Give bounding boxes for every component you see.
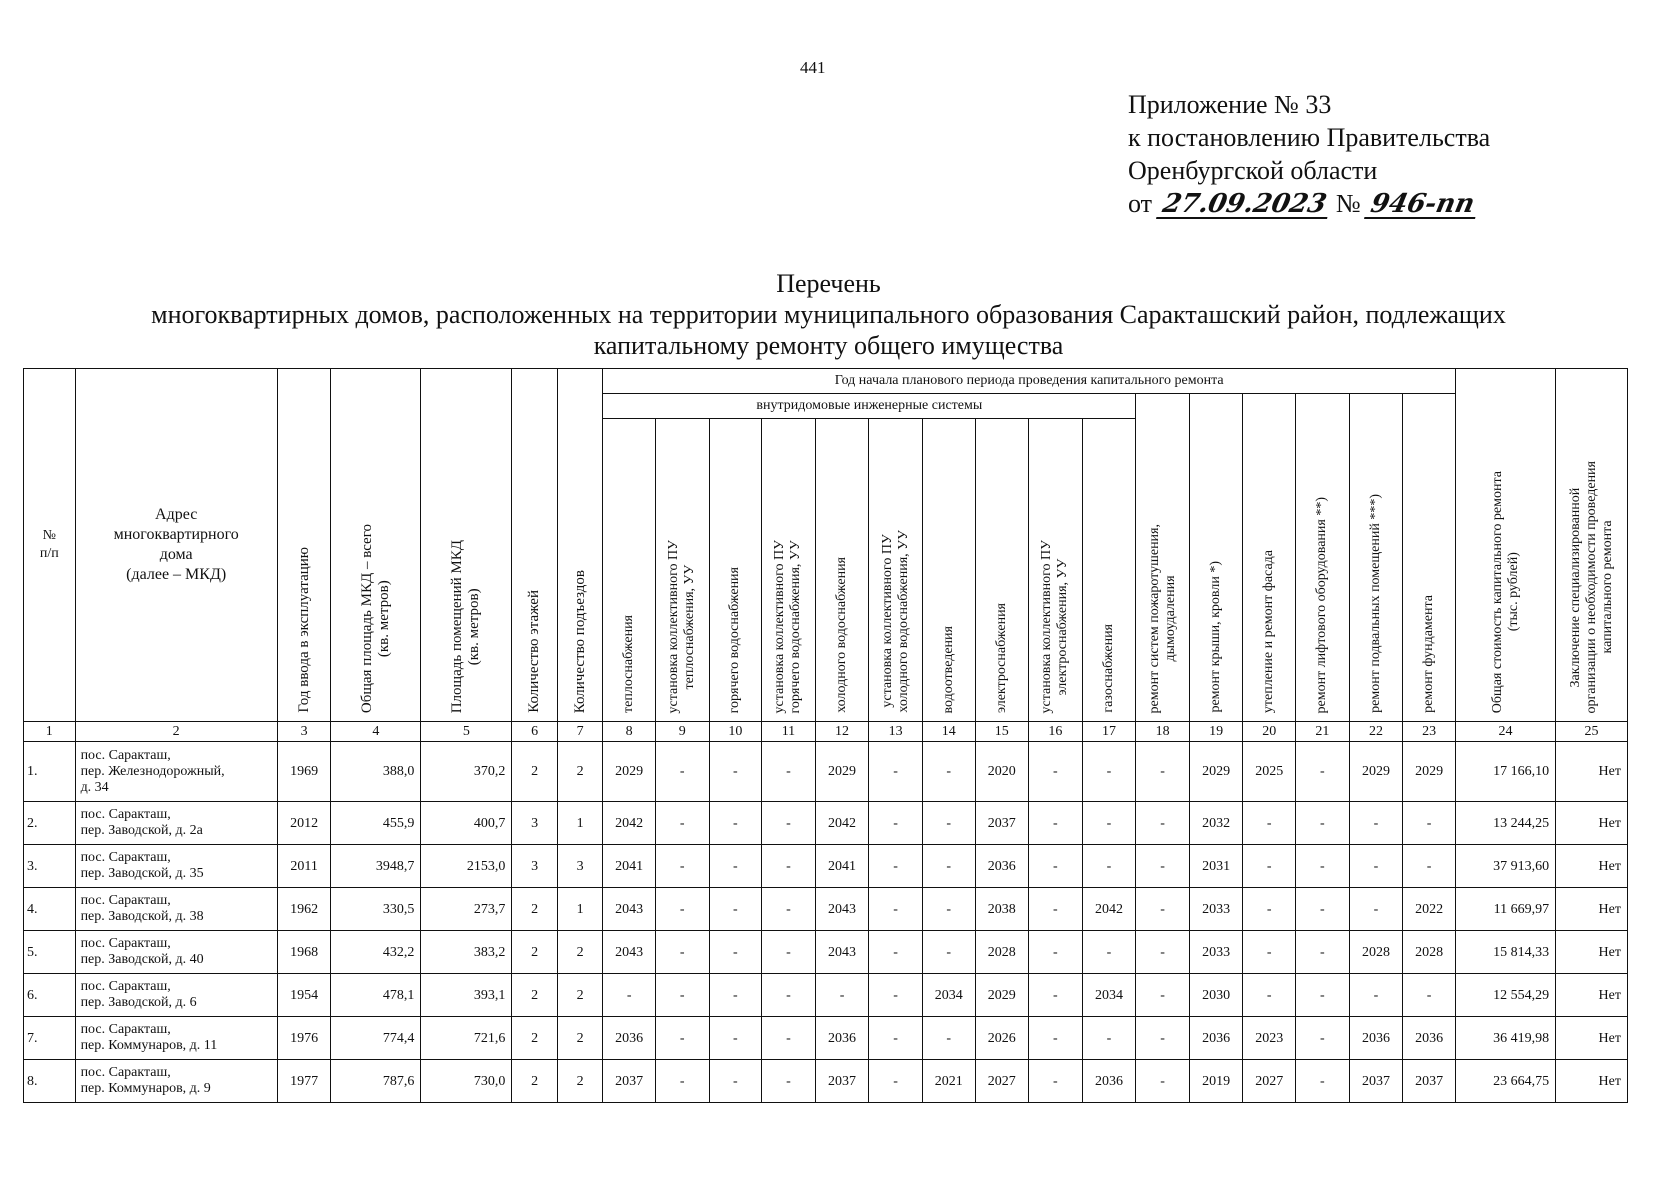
row-year: 1976 — [277, 1017, 331, 1060]
row-year-c22: 2036 — [1349, 1017, 1403, 1060]
row-floors: 2 — [512, 974, 558, 1017]
row-total-area: 388,0 — [331, 742, 421, 802]
row-year-c15: 2038 — [975, 888, 1029, 931]
title-line-1: Перечень — [776, 269, 881, 298]
row-year-c17: 2042 — [1082, 888, 1136, 931]
row-floors: 2 — [512, 931, 558, 974]
row-year-c12: 2036 — [815, 1017, 869, 1060]
row-entrances: 2 — [557, 742, 603, 802]
appendix-line-4 — [1128, 187, 1490, 220]
row-year-c19: 2019 — [1189, 1060, 1243, 1103]
row-year-c20: - — [1243, 845, 1296, 888]
address-line: пос. Саракташ, — [80, 893, 171, 908]
header-total-area: Общая площадь МКД – всего (кв. метров) — [331, 369, 421, 722]
row-year-c13: - — [869, 931, 923, 974]
row-year-c20: - — [1243, 802, 1296, 845]
row-total-area: 787,6 — [331, 1060, 421, 1103]
row-premises-area: 370,2 — [421, 742, 512, 802]
row-year-c12: 2043 — [815, 888, 869, 931]
row-floors: 2 — [512, 888, 558, 931]
row-year-c16: - — [1029, 742, 1083, 802]
row-year-c22: - — [1349, 802, 1403, 845]
appendix-line-3: Оренбургской области — [1128, 156, 1378, 185]
row-year-c9: - — [655, 888, 709, 931]
row-premises-area: 383,2 — [421, 931, 512, 974]
column-number: 13 — [869, 722, 923, 742]
row-entrances: 3 — [557, 845, 603, 888]
row-total-area: 478,1 — [331, 974, 421, 1017]
row-year-c10: - — [709, 1017, 762, 1060]
column-number: 12 — [815, 722, 869, 742]
column-number: 6 — [512, 722, 558, 742]
row-year-c14: 2034 — [922, 974, 975, 1017]
decree-date: 27.09.2023 — [1156, 191, 1333, 219]
row-number: 5. — [24, 931, 76, 974]
row-year-c13: - — [869, 845, 923, 888]
appendix-block — [1128, 88, 1490, 220]
row-year: 2012 — [277, 802, 331, 845]
row-total-area: 330,5 — [331, 888, 421, 931]
header-num: № п/п — [24, 369, 76, 722]
column-number: 1 — [24, 722, 76, 742]
table-row — [24, 802, 1628, 845]
table-row — [24, 742, 1628, 802]
row-year-c20: - — [1243, 931, 1296, 974]
row-year-c18: - — [1136, 1017, 1190, 1060]
address-line: пос. Саракташ, — [80, 979, 171, 994]
row-year-c14: 2021 — [922, 1060, 975, 1103]
row-year-c16: - — [1029, 1060, 1083, 1103]
row-entrances: 2 — [557, 1060, 603, 1103]
row-year-c22: - — [1349, 974, 1403, 1017]
address-line: пос. Саракташ, — [80, 807, 171, 822]
row-year-c15: 2020 — [975, 742, 1029, 802]
row-year-c23: 2037 — [1403, 1060, 1456, 1103]
row-year: 1968 — [277, 931, 331, 974]
row-year-c16: - — [1029, 1017, 1083, 1060]
table-row — [24, 845, 1628, 888]
address-line: пер. Заводской, д. 38 — [80, 909, 204, 924]
column-number: 19 — [1189, 722, 1243, 742]
row-year-c19: 2031 — [1189, 845, 1243, 888]
row-year-c11: - — [762, 888, 816, 931]
row-year-c9: - — [655, 931, 709, 974]
column-number: 22 — [1349, 722, 1403, 742]
row-floors: 2 — [512, 1017, 558, 1060]
address-line: пер. Коммунаров, д. 11 — [80, 1038, 218, 1053]
row-number: 8. — [24, 1060, 76, 1103]
row-address — [75, 742, 277, 802]
row-year-c16: - — [1029, 931, 1083, 974]
row-year-c10: - — [709, 974, 762, 1017]
address-line: пос. Саракташ, — [80, 850, 171, 865]
address-line: пос. Саракташ, — [80, 747, 171, 763]
row-year-c8: 2036 — [603, 1017, 656, 1060]
column-number: 7 — [557, 722, 603, 742]
row-year-c11: - — [762, 931, 816, 974]
row-number: 3. — [24, 845, 76, 888]
header-sewage: водоотведения — [922, 419, 975, 722]
row-year-c22: - — [1349, 845, 1403, 888]
row-year-c21: - — [1296, 931, 1350, 974]
row-year-c18: - — [1136, 974, 1190, 1017]
row-year-c14: - — [922, 1017, 975, 1060]
row-year: 1969 — [277, 742, 331, 802]
row-year-c15: 2027 — [975, 1060, 1029, 1103]
row-year-c8: 2041 — [603, 845, 656, 888]
row-year-c12: 2029 — [815, 742, 869, 802]
header-conclusion: Заключение специализированной организации о необходимости проведения капитального ремонта — [1556, 369, 1628, 722]
row-year-c11: - — [762, 1060, 816, 1103]
row-year-c16: - — [1029, 974, 1083, 1017]
address-line: пос. Саракташ, — [80, 1022, 171, 1037]
row-year-c18: - — [1136, 931, 1190, 974]
header-fire-systems: ремонт систем пожаротушения, дымоудаления — [1136, 394, 1190, 722]
address-line: пер. Заводской, д. 35 — [80, 866, 204, 881]
row-year-c11: - — [762, 802, 816, 845]
row-year-c22: - — [1349, 888, 1403, 931]
row-year-c21: - — [1296, 974, 1350, 1017]
number-sign: № — [1335, 189, 1361, 218]
row-year-c23: - — [1403, 845, 1456, 888]
address-line: д. 34 — [80, 779, 109, 795]
title-line-2: многоквартирных домов, расположенных на территории муниципального образования Саракташский район, подлежащих — [151, 300, 1506, 329]
row-year-c14: - — [922, 888, 975, 931]
row-address — [75, 1060, 277, 1103]
row-year-c12: - — [815, 974, 869, 1017]
row-year-c8: 2029 — [603, 742, 656, 802]
row-year-c20: 2023 — [1243, 1017, 1296, 1060]
row-year-c13: - — [869, 1017, 923, 1060]
row-year-c10: - — [709, 931, 762, 974]
row-year-c9: - — [655, 1017, 709, 1060]
row-year-c18: - — [1136, 888, 1190, 931]
page-number: 441 — [800, 58, 826, 77]
row-year-c23: - — [1403, 974, 1456, 1017]
row-year-c12: 2041 — [815, 845, 869, 888]
row-total-cost: 36 419,98 — [1455, 1017, 1555, 1060]
row-number: 1. — [24, 742, 76, 802]
address-line: пос. Саракташ, — [80, 936, 171, 951]
header-year: Год ввода в эксплуатацию — [277, 369, 331, 722]
row-year-c8: 2042 — [603, 802, 656, 845]
row-year-c14: - — [922, 845, 975, 888]
row-total-cost: 12 554,29 — [1455, 974, 1555, 1017]
row-premises-area: 393,1 — [421, 974, 512, 1017]
row-year-c10: - — [709, 802, 762, 845]
address-line: пос. Саракташ, — [80, 1065, 171, 1080]
row-year-c23: 2022 — [1403, 888, 1456, 931]
row-year-c15: 2028 — [975, 931, 1029, 974]
header-address: Адрес многоквартирного дома (далее – МКД) — [75, 369, 277, 722]
row-conclusion: Нет — [1556, 742, 1628, 802]
row-year-c21: - — [1296, 1017, 1350, 1060]
row-year-c12: 2037 — [815, 1060, 869, 1103]
appendix-line-1: Приложение № 33 — [1128, 90, 1332, 119]
row-year-c15: 2036 — [975, 845, 1029, 888]
table-row — [24, 931, 1628, 974]
row-year-c13: - — [869, 974, 923, 1017]
row-year-c12: 2043 — [815, 931, 869, 974]
row-year-c17: 2034 — [1082, 974, 1136, 1017]
row-year-c23: 2036 — [1403, 1017, 1456, 1060]
row-year-c11: - — [762, 1017, 816, 1060]
row-total-cost: 37 913,60 — [1455, 845, 1555, 888]
decree-number: 946-пп — [1364, 191, 1481, 219]
column-number: 5 — [421, 722, 512, 742]
row-year-c16: - — [1029, 888, 1083, 931]
row-year-c13: - — [869, 802, 923, 845]
table-body — [24, 742, 1628, 1103]
header-group-period: Год начала планового периода проведения капитального ремонта — [603, 369, 1456, 394]
row-year-c9: - — [655, 802, 709, 845]
column-number: 14 — [922, 722, 975, 742]
column-number: 8 — [603, 722, 656, 742]
column-number: 21 — [1296, 722, 1350, 742]
appendix-line-2: к постановлению Правительства — [1128, 123, 1491, 152]
row-year-c15: 2029 — [975, 974, 1029, 1017]
column-number: 10 — [709, 722, 762, 742]
column-number: 15 — [975, 722, 1029, 742]
row-year-c22: 2037 — [1349, 1060, 1403, 1103]
row-year-c22: 2028 — [1349, 931, 1403, 974]
header-floors: Количество этажей — [512, 369, 558, 722]
column-number: 2 — [75, 722, 277, 742]
column-number: 18 — [1136, 722, 1190, 742]
column-numbers-row — [24, 722, 1628, 742]
row-premises-area: 2153,0 — [421, 845, 512, 888]
row-year: 1977 — [277, 1060, 331, 1103]
row-floors: 2 — [512, 1060, 558, 1103]
from-label: от — [1128, 189, 1153, 218]
address-line: пер. Заводской, д. 6 — [80, 995, 197, 1010]
table-row — [24, 974, 1628, 1017]
row-year: 1962 — [277, 888, 331, 931]
column-number: 9 — [655, 722, 709, 742]
row-year-c18: - — [1136, 845, 1190, 888]
row-year-c13: - — [869, 1060, 923, 1103]
header-electricity: электроснабжения — [975, 419, 1029, 722]
row-year-c9: - — [655, 742, 709, 802]
title-line-3: капитальному ремонту общего имущества — [593, 331, 1064, 360]
row-total-area: 774,4 — [331, 1017, 421, 1060]
row-entrances: 2 — [557, 931, 603, 974]
row-floors: 2 — [512, 742, 558, 802]
column-number: 16 — [1029, 722, 1083, 742]
row-year-c14: - — [922, 931, 975, 974]
table-row — [24, 888, 1628, 931]
row-conclusion: Нет — [1556, 1060, 1628, 1103]
row-year-c23: - — [1403, 802, 1456, 845]
column-number: 25 — [1556, 722, 1628, 742]
header-electricity-meter: установка коллективного ПУ электроснабжения, УУ — [1029, 419, 1083, 722]
row-year-c21: - — [1296, 888, 1350, 931]
row-premises-area: 400,7 — [421, 802, 512, 845]
row-entrances: 1 — [557, 802, 603, 845]
row-year-c15: 2026 — [975, 1017, 1029, 1060]
row-total-cost: 13 244,25 — [1455, 802, 1555, 845]
header-heat: теплоснабжения — [603, 419, 656, 722]
row-year-c18: - — [1136, 742, 1190, 802]
row-year-c17: - — [1082, 1017, 1136, 1060]
row-total-cost: 15 814,33 — [1455, 931, 1555, 974]
row-address — [75, 845, 277, 888]
row-year-c22: 2029 — [1349, 742, 1403, 802]
row-year-c19: 2033 — [1189, 931, 1243, 974]
row-year-c8: 2043 — [603, 931, 656, 974]
row-year: 1954 — [277, 974, 331, 1017]
row-year-c20: - — [1243, 888, 1296, 931]
column-number: 11 — [762, 722, 816, 742]
row-address — [75, 1017, 277, 1060]
table-row — [24, 1017, 1628, 1060]
row-conclusion: Нет — [1556, 974, 1628, 1017]
address-line: пер. Коммунаров, д. 9 — [80, 1081, 211, 1096]
row-conclusion: Нет — [1556, 845, 1628, 888]
row-year-c20: 2027 — [1243, 1060, 1296, 1103]
houses-table — [23, 368, 1628, 1103]
header-facade: утепление и ремонт фасада — [1243, 394, 1296, 722]
header-hot-water: горячего водоснабжения — [709, 419, 762, 722]
row-year-c11: - — [762, 974, 816, 1017]
row-conclusion: Нет — [1556, 802, 1628, 845]
row-year-c20: 2025 — [1243, 742, 1296, 802]
header-basement: ремонт подвальных помещений ***) — [1349, 394, 1403, 722]
row-year-c13: - — [869, 888, 923, 931]
row-year-c17: - — [1082, 931, 1136, 974]
row-total-area: 432,2 — [331, 931, 421, 974]
document-title — [0, 268, 1657, 361]
row-address — [75, 888, 277, 931]
row-number: 7. — [24, 1017, 76, 1060]
row-floors: 3 — [512, 845, 558, 888]
row-premises-area: 721,6 — [421, 1017, 512, 1060]
column-number: 4 — [331, 722, 421, 742]
row-year-c17: 2036 — [1082, 1060, 1136, 1103]
row-year-c19: 2033 — [1189, 888, 1243, 931]
row-number: 2. — [24, 802, 76, 845]
row-address — [75, 974, 277, 1017]
header-gas: газоснабжения — [1082, 419, 1136, 722]
row-total-area: 3948,7 — [331, 845, 421, 888]
row-total-area: 455,9 — [331, 802, 421, 845]
row-year-c10: - — [709, 1060, 762, 1103]
header-elevator: ремонт лифтового оборудования **) — [1296, 394, 1350, 722]
row-year-c18: - — [1136, 1060, 1190, 1103]
row-year-c19: 2032 — [1189, 802, 1243, 845]
address-line: пер. Заводской, д. 2а — [80, 823, 203, 838]
row-year-c17: - — [1082, 802, 1136, 845]
header-premises-area: Площадь помещений МКД (кв. метров) — [421, 369, 512, 722]
row-floors: 3 — [512, 802, 558, 845]
row-total-cost: 17 166,10 — [1455, 742, 1555, 802]
row-year-c21: - — [1296, 802, 1350, 845]
row-year-c21: - — [1296, 1060, 1350, 1103]
row-year-c17: - — [1082, 845, 1136, 888]
row-year-c8: 2043 — [603, 888, 656, 931]
row-year-c9: - — [655, 845, 709, 888]
row-year: 2011 — [277, 845, 331, 888]
row-year-c15: 2037 — [975, 802, 1029, 845]
row-year-c10: - — [709, 742, 762, 802]
row-year-c17: - — [1082, 742, 1136, 802]
address-line: пер. Заводской, д. 40 — [80, 952, 204, 967]
row-year-c20: - — [1243, 974, 1296, 1017]
row-year-c9: - — [655, 974, 709, 1017]
row-year-c10: - — [709, 888, 762, 931]
row-conclusion: Нет — [1556, 1017, 1628, 1060]
row-year-c23: 2029 — [1403, 742, 1456, 802]
row-address — [75, 802, 277, 845]
header-heat-meter: установка коллективного ПУ теплоснабжения, УУ — [655, 419, 709, 722]
row-year-c16: - — [1029, 802, 1083, 845]
row-year-c11: - — [762, 742, 816, 802]
row-premises-area: 273,7 — [421, 888, 512, 931]
row-year-c19: 2029 — [1189, 742, 1243, 802]
header-roof: ремонт крыши, кровли *) — [1189, 394, 1243, 722]
header-hot-water-meter: установка коллективного ПУ горячего водоснабжения, УУ — [762, 419, 816, 722]
column-number: 3 — [277, 722, 331, 742]
row-number: 4. — [24, 888, 76, 931]
row-conclusion: Нет — [1556, 931, 1628, 974]
column-number: 23 — [1403, 722, 1456, 742]
header-cold-water-meter: установка коллективного ПУ холодного водоснабжения, УУ — [869, 419, 923, 722]
row-year-c23: 2028 — [1403, 931, 1456, 974]
row-year-c9: - — [655, 1060, 709, 1103]
header-cold-water: холодного водоснабжения — [815, 419, 869, 722]
table-row — [24, 1060, 1628, 1103]
row-entrances: 2 — [557, 974, 603, 1017]
row-year-c8: - — [603, 974, 656, 1017]
header-total-cost: Общая стоимость капитального ремонта (тыс. рублей) — [1455, 369, 1555, 722]
address-line: пер. Железнодорожный, — [80, 763, 225, 779]
row-year-c14: - — [922, 802, 975, 845]
row-premises-area: 730,0 — [421, 1060, 512, 1103]
row-year-c14: - — [922, 742, 975, 802]
row-total-cost: 11 669,97 — [1455, 888, 1555, 931]
row-year-c21: - — [1296, 845, 1350, 888]
row-year-c16: - — [1029, 845, 1083, 888]
column-number: 24 — [1455, 722, 1555, 742]
column-number: 20 — [1243, 722, 1296, 742]
row-year-c10: - — [709, 845, 762, 888]
row-address — [75, 931, 277, 974]
header-entrances: Количество подъездов — [557, 369, 603, 722]
row-year-c8: 2037 — [603, 1060, 656, 1103]
row-year-c18: - — [1136, 802, 1190, 845]
row-year-c19: 2036 — [1189, 1017, 1243, 1060]
row-year-c12: 2042 — [815, 802, 869, 845]
row-entrances: 2 — [557, 1017, 603, 1060]
header-foundation: ремонт фундамента — [1403, 394, 1456, 722]
row-total-cost: 23 664,75 — [1455, 1060, 1555, 1103]
column-number: 17 — [1082, 722, 1136, 742]
header-group-systems: внутридомовые инженерные системы — [603, 394, 1136, 419]
row-year-c11: - — [762, 845, 816, 888]
row-entrances: 1 — [557, 888, 603, 931]
row-conclusion: Нет — [1556, 888, 1628, 931]
row-number: 6. — [24, 974, 76, 1017]
row-year-c13: - — [869, 742, 923, 802]
row-year-c19: 2030 — [1189, 974, 1243, 1017]
row-year-c21: - — [1296, 742, 1350, 802]
